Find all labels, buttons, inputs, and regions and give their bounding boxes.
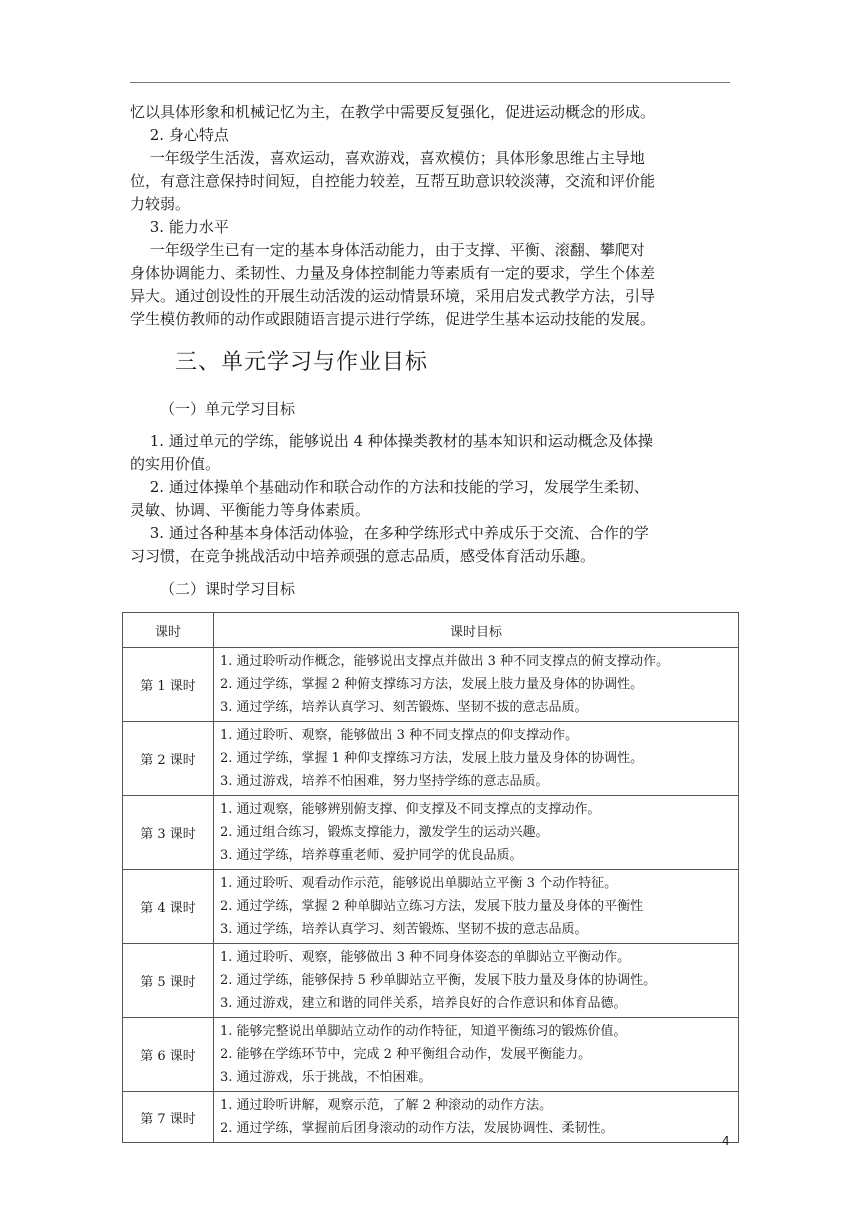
unit-goal-line: 3. 通过各种基本身体活动体验，在多种学练形式中养成乐于交流、合作的学 bbox=[130, 524, 649, 542]
unit-goal-line: 灵敏、协调、平衡能力等身体素质。 bbox=[130, 501, 371, 519]
goal-cell bbox=[214, 944, 739, 1018]
goal-line: 1. 通过聆听、观察，能够做出 3 种不同身体姿态的单脚站立平衡动作。 bbox=[220, 950, 631, 965]
table-body bbox=[123, 648, 739, 1143]
goal-line: 3. 通过学练，培养认真学习、刻苦锻炼、坚韧不拔的意志品质。 bbox=[220, 922, 588, 937]
goal-line: 1. 通过聆听、观察，能够做出 3 种不同支撑点的仰支撑动作。 bbox=[220, 728, 579, 743]
table-row bbox=[123, 796, 739, 870]
goal-line: 1. 通过聆听讲解，观察示范，了解 2 种滚动的动作方法。 bbox=[220, 1098, 553, 1113]
intro-line: 学生模仿教师的动作或跟随语言提示进行学练，促进学生基本运动技能的发展。 bbox=[130, 310, 656, 328]
goal-line: 2. 通过组合练习，锻炼支撑能力，激发学生的运动兴趣。 bbox=[220, 825, 549, 840]
table-row bbox=[123, 944, 739, 1018]
lesson-cell: 第 1 课时 bbox=[123, 648, 214, 722]
intro-line: 位，有意注意保持时间短，自控能力较差，互帮互助意识较淡薄，交流和评价能 bbox=[130, 172, 656, 190]
goal-line: 2. 通过学练，掌握 2 种俯支撑练习方法，发展上肢力量及身体的协调性。 bbox=[220, 677, 644, 692]
goal-line: 2. 通过学练，能够保持 5 秒单脚站立平衡，发展下肢力量及身体的协调性。 bbox=[220, 973, 657, 988]
goal-cell bbox=[214, 1018, 739, 1092]
goal-line: 2. 通过学练，掌握前后团身滚动的动作方法，发展协调性、柔韧性。 bbox=[220, 1121, 614, 1136]
header-rule bbox=[130, 82, 730, 83]
intro-line: 忆以具体形象和机械记忆为主，在教学中需要反复强化，促进运动概念的形成。 bbox=[130, 103, 656, 121]
goal-line: 3. 通过学练，培养认真学习、刻苦锻炼、坚韧不拔的意志品质。 bbox=[220, 700, 588, 715]
goal-cell bbox=[214, 648, 739, 722]
goal-line: 2. 通过学练，掌握 2 种单脚站立练习方法，发展下肢力量及身体的平衡性 bbox=[220, 899, 644, 914]
intro-line: 一年级学生已有一定的基本身体活动能力，由于支撑、平衡、滚翻、攀爬对 bbox=[130, 241, 645, 259]
goal-line: 1. 通过聆听、观看动作示范，能够说出单脚站立平衡 3 个动作特征。 bbox=[220, 876, 618, 891]
lesson-cell: 第 4 课时 bbox=[123, 870, 214, 944]
goal-cell bbox=[214, 1092, 739, 1143]
intro-paragraphs bbox=[130, 101, 732, 331]
goal-line: 3. 通过游戏，建立和谐的同伴关系，培养良好的合作意识和体育品德。 bbox=[220, 996, 627, 1011]
header-goal: 课时目标 bbox=[214, 613, 739, 648]
unit-goal-line: 的实用价值。 bbox=[130, 455, 221, 473]
unit-goal-line: 1. 通过单元的学练，能够说出 4 种体操类教材的基本知识和运动概念及体操 bbox=[130, 432, 653, 450]
intro-line: 2. 身心特点 bbox=[130, 126, 229, 144]
goal-line: 3. 通过学练，培养尊重老师、爱护同学的优良品质。 bbox=[220, 848, 523, 863]
intro-line: 力较弱。 bbox=[130, 195, 191, 213]
table-row bbox=[123, 1092, 739, 1143]
goal-cell bbox=[214, 722, 739, 796]
lesson-cell: 第 7 课时 bbox=[123, 1092, 214, 1143]
goal-line: 1. 通过观察，能够辨别俯支撑、仰支撑及不同支撑点的支撑动作。 bbox=[220, 802, 601, 817]
unit-goal-line: 习习惯，在竞争挑战活动中培养顽强的意志品质，感受体育活动乐趣。 bbox=[130, 547, 596, 565]
intro-line: 身体协调能力、柔韧性、力量及身体控制能力等素质有一定的要求，学生个体差 bbox=[130, 264, 656, 282]
intro-line: 异大。通过创设性的开展生动活泼的运动情景环境，采用启发式教学方法，引导 bbox=[130, 287, 656, 305]
table-row bbox=[123, 722, 739, 796]
unit-goal-line: 2. 通过体操单个基础动作和联合动作的方法和技能的学习，发展学生柔韧、 bbox=[130, 478, 649, 496]
sub-heading-unit-goals: （一）单元学习目标 bbox=[160, 400, 296, 418]
intro-line: 一年级学生活泼，喜欢运动，喜欢游戏，喜欢模仿；具体形象思维占主导地 bbox=[130, 149, 645, 167]
goal-line: 2. 能够在学练环节中，完成 2 种平衡组合动作，发展平衡能力。 bbox=[220, 1047, 592, 1062]
page-number: 4 bbox=[722, 1134, 730, 1148]
table-row bbox=[123, 870, 739, 944]
section-heading: 三、单元学习与作业目标 bbox=[175, 350, 429, 375]
lesson-goals-table bbox=[122, 612, 739, 1143]
header-lesson: 课时 bbox=[123, 613, 214, 648]
sub-heading-lesson-goals: （二）课时学习目标 bbox=[160, 580, 296, 598]
table-row bbox=[123, 1018, 739, 1092]
goal-line: 3. 通过游戏，培养不怕困难，努力坚持学练的意志品质。 bbox=[220, 774, 549, 789]
goal-line: 2. 通过学练，掌握 1 种仰支撑练习方法，发展上肢力量及身体的协调性。 bbox=[220, 751, 644, 766]
table-row bbox=[123, 648, 739, 722]
lesson-cell: 第 3 课时 bbox=[123, 796, 214, 870]
goal-cell bbox=[214, 796, 739, 870]
goal-line: 3. 通过游戏，乐于挑战，不怕困难。 bbox=[220, 1070, 432, 1085]
table-header-row bbox=[123, 613, 739, 648]
goal-line: 1. 通过聆听动作概念，能够说出支撑点并做出 3 种不同支撑点的俯支撑动作。 bbox=[220, 654, 670, 669]
intro-line: 3. 能力水平 bbox=[130, 218, 229, 236]
goal-line: 1. 能够完整说出单脚站立动作的动作特征，知道平衡练习的锻炼价值。 bbox=[220, 1024, 627, 1039]
lesson-cell: 第 5 课时 bbox=[123, 944, 214, 1018]
unit-goals-paragraphs bbox=[130, 430, 732, 568]
lesson-cell: 第 2 课时 bbox=[123, 722, 214, 796]
goal-cell bbox=[214, 870, 739, 944]
lesson-cell: 第 6 课时 bbox=[123, 1018, 214, 1092]
